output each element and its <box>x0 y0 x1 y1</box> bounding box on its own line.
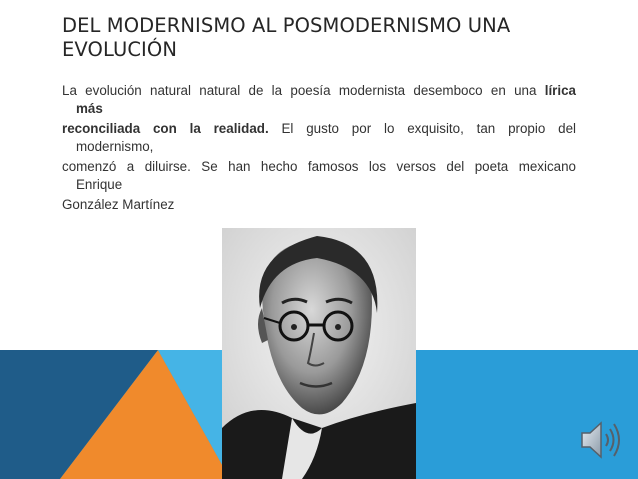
text-span: González Martínez <box>62 197 175 212</box>
body-line-continuation <box>62 100 576 118</box>
portrait-photo <box>222 228 416 479</box>
body-line <box>62 82 576 100</box>
text-span: La evolución natural natural de la poesía modernista desemboco en una <box>62 83 545 98</box>
body-line-continuation <box>62 176 576 194</box>
speaker-icon[interactable] <box>577 416 625 464</box>
continuation-text: modernismo, <box>76 138 154 154</box>
body-line-continuation <box>62 138 576 156</box>
bold-text: reconciliada con la realidad. <box>62 121 269 136</box>
body-line <box>62 196 576 214</box>
body-line <box>62 158 576 176</box>
page-title: DEL MODERNISMO AL POSMODERNISMO UNA EVOLUCIÓN <box>62 14 511 61</box>
text-span: comenzó a diluirse. Se han hecho famosos los versos del poeta mexicano <box>62 159 576 174</box>
continuation-text: Enrique <box>76 176 123 192</box>
text-span: El gusto por lo exquisito, tan propio del <box>268 121 576 136</box>
continuation-text: más <box>76 100 103 116</box>
bold-text: lírica <box>544 83 576 98</box>
body-text <box>62 82 576 217</box>
body-line <box>62 120 576 138</box>
